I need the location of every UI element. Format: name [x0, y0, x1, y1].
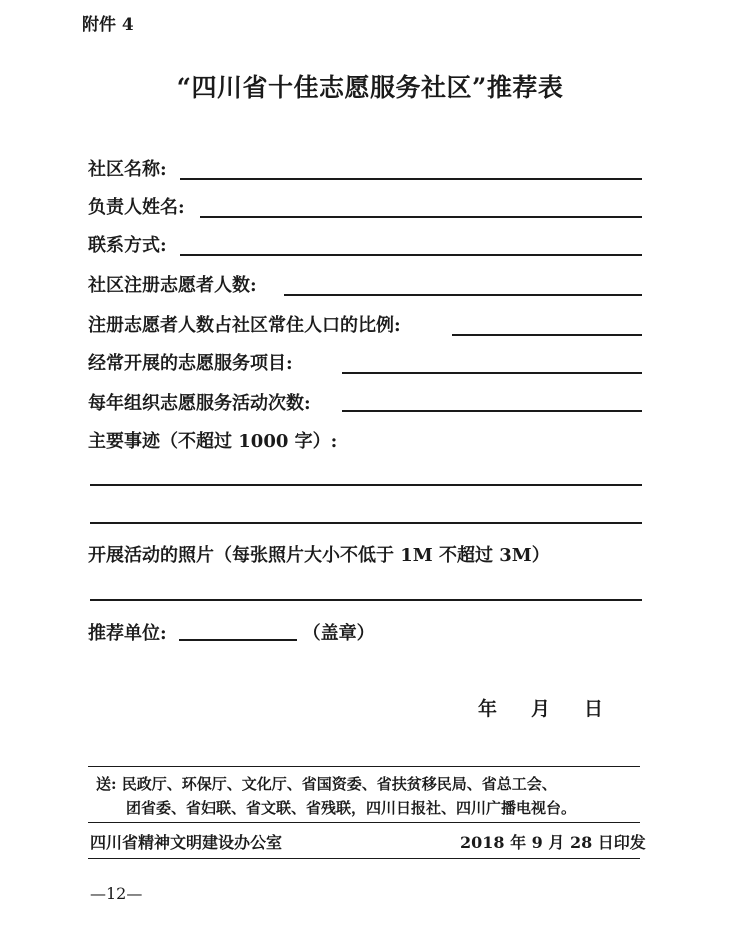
field-label-volunteer-ratio: 注册志愿者人数占社区常住人口的比例: [88, 315, 401, 336]
divider-top [88, 766, 640, 767]
recommend-row [88, 619, 375, 645]
field-label-contact: 联系方式: [88, 235, 167, 256]
date-year: 年 [478, 698, 498, 720]
main-deeds-line-2[interactable] [90, 522, 642, 524]
date-day: 日 [584, 698, 604, 720]
date-month: 月 [531, 698, 551, 720]
recommend-label: 推荐单位: [88, 623, 167, 644]
recommend-unit-line[interactable] [179, 621, 297, 641]
attachment-label: 附件 4 [82, 15, 134, 35]
field-line-community-name[interactable] [180, 178, 642, 180]
field-line-contact[interactable] [180, 254, 642, 256]
divider-bottom [88, 858, 640, 859]
field-line-activity-count[interactable] [342, 410, 642, 412]
field-line-volunteer-ratio[interactable] [452, 334, 642, 336]
page-number: —12— [90, 884, 143, 903]
field-label-community-name: 社区名称: [88, 159, 167, 180]
distribution-line-1: 送: 民政厅、环保厅、文化厅、省国资委、省扶贫移民局、省总工会、 [96, 775, 557, 793]
field-label-activity-count: 每年组织志愿服务活动次数: [88, 393, 311, 414]
issuing-office: 四川省精神文明建设办公室 [90, 833, 283, 852]
distribution-line-2: 团省委、省妇联、省文联、省残联，四川日报社、四川广播电视台。 [126, 799, 577, 817]
issue-date: 2018 年 9 月 28 日印发 [460, 833, 646, 852]
field-line-leader-name[interactable] [200, 216, 642, 218]
field-label-volunteer-count: 社区注册志愿者人数: [88, 275, 257, 296]
field-line-volunteer-count[interactable] [284, 294, 642, 296]
field-label-leader-name: 负责人姓名: [88, 197, 185, 218]
stamp-label: （盖章） [302, 623, 375, 644]
divider-middle [88, 822, 640, 823]
field-label-service-projects: 经常开展的志愿服务项目: [88, 353, 293, 374]
main-deeds-label: 主要事迹（不超过 1000 字）: [88, 431, 338, 452]
main-deeds-line-1[interactable] [90, 484, 642, 486]
photos-line[interactable] [90, 599, 642, 601]
field-line-service-projects[interactable] [342, 372, 642, 374]
date-row [478, 694, 603, 721]
photos-label: 开展活动的照片（每张照片大小不低于 1M 不超过 3M） [88, 545, 550, 566]
distribution-list [96, 772, 641, 820]
form-title: “四川省十佳志愿服务社区”推荐表 [176, 73, 564, 102]
